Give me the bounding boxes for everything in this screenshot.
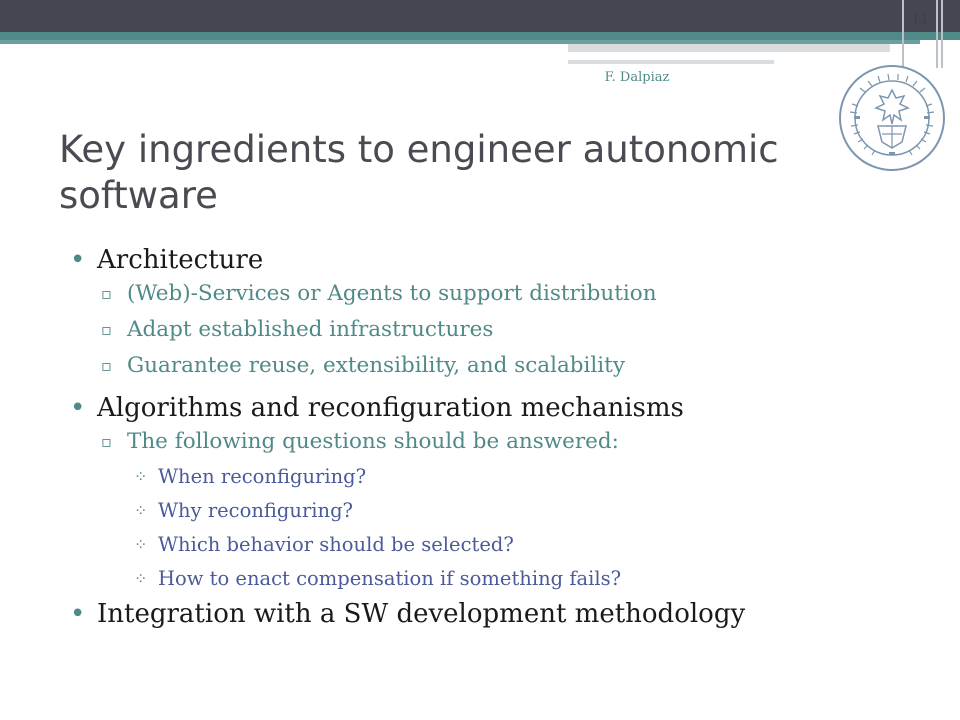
bullet-text: Algorithms and reconfiguration mechanisms xyxy=(97,393,684,423)
list-item xyxy=(70,392,950,424)
star-bullet-icon: ⁘ xyxy=(134,501,148,520)
square-bullet-icon: ▫ xyxy=(101,432,112,451)
star-bullet-icon: ⁘ xyxy=(134,535,148,554)
bullet-text: Architecture xyxy=(97,245,264,275)
bullet-text: Adapt established infrastructures xyxy=(127,317,494,342)
decor-vertical-line xyxy=(902,0,904,68)
slide-title: Key ingredients to engineer autonomic software xyxy=(59,128,779,217)
bullet-text: How to enact compensation if something fails? xyxy=(158,567,622,590)
bullet-dot-icon: • xyxy=(70,245,86,275)
bullet-text: Guarantee reuse, extensibility, and scalability xyxy=(127,353,625,378)
decor-vertical-line xyxy=(941,0,943,68)
star-bullet-icon: ⁘ xyxy=(134,569,148,588)
bullet-text: When reconfiguring? xyxy=(158,465,367,488)
list-item xyxy=(70,494,950,528)
list-item xyxy=(70,528,950,562)
accent-stripe xyxy=(0,32,960,40)
bullet-dot-icon: • xyxy=(70,393,86,423)
author-label: F. Dalpiaz xyxy=(604,70,670,85)
bullet-text: Which behavior should be selected? xyxy=(158,533,514,556)
square-bullet-icon: ▫ xyxy=(101,356,112,375)
list-item xyxy=(70,348,950,384)
list-item xyxy=(70,312,950,348)
list-item xyxy=(70,460,950,494)
bullet-text: Integration with a SW development methodology xyxy=(97,599,746,629)
list-item xyxy=(70,244,950,276)
page-number: 11 xyxy=(911,12,929,28)
square-bullet-icon: ▫ xyxy=(101,320,112,339)
bullet-text: (Web)-Services or Agents to support distribution xyxy=(127,281,657,306)
bullet-list xyxy=(70,244,950,630)
decor-vertical-line xyxy=(936,0,938,68)
star-bullet-icon: ⁘ xyxy=(134,467,148,486)
university-seal-icon xyxy=(838,64,946,172)
bullet-text: Why reconfiguring? xyxy=(158,499,353,522)
list-item xyxy=(70,276,950,312)
bullet-text: The following questions should be answered: xyxy=(127,429,619,454)
top-bar xyxy=(0,0,960,32)
list-item xyxy=(70,562,950,596)
decor-strip xyxy=(568,44,890,52)
list-item xyxy=(70,598,950,630)
decor-strip-thin xyxy=(568,60,774,64)
square-bullet-icon: ▫ xyxy=(101,284,112,303)
list-item xyxy=(70,424,950,460)
bullet-dot-icon: • xyxy=(70,599,86,629)
